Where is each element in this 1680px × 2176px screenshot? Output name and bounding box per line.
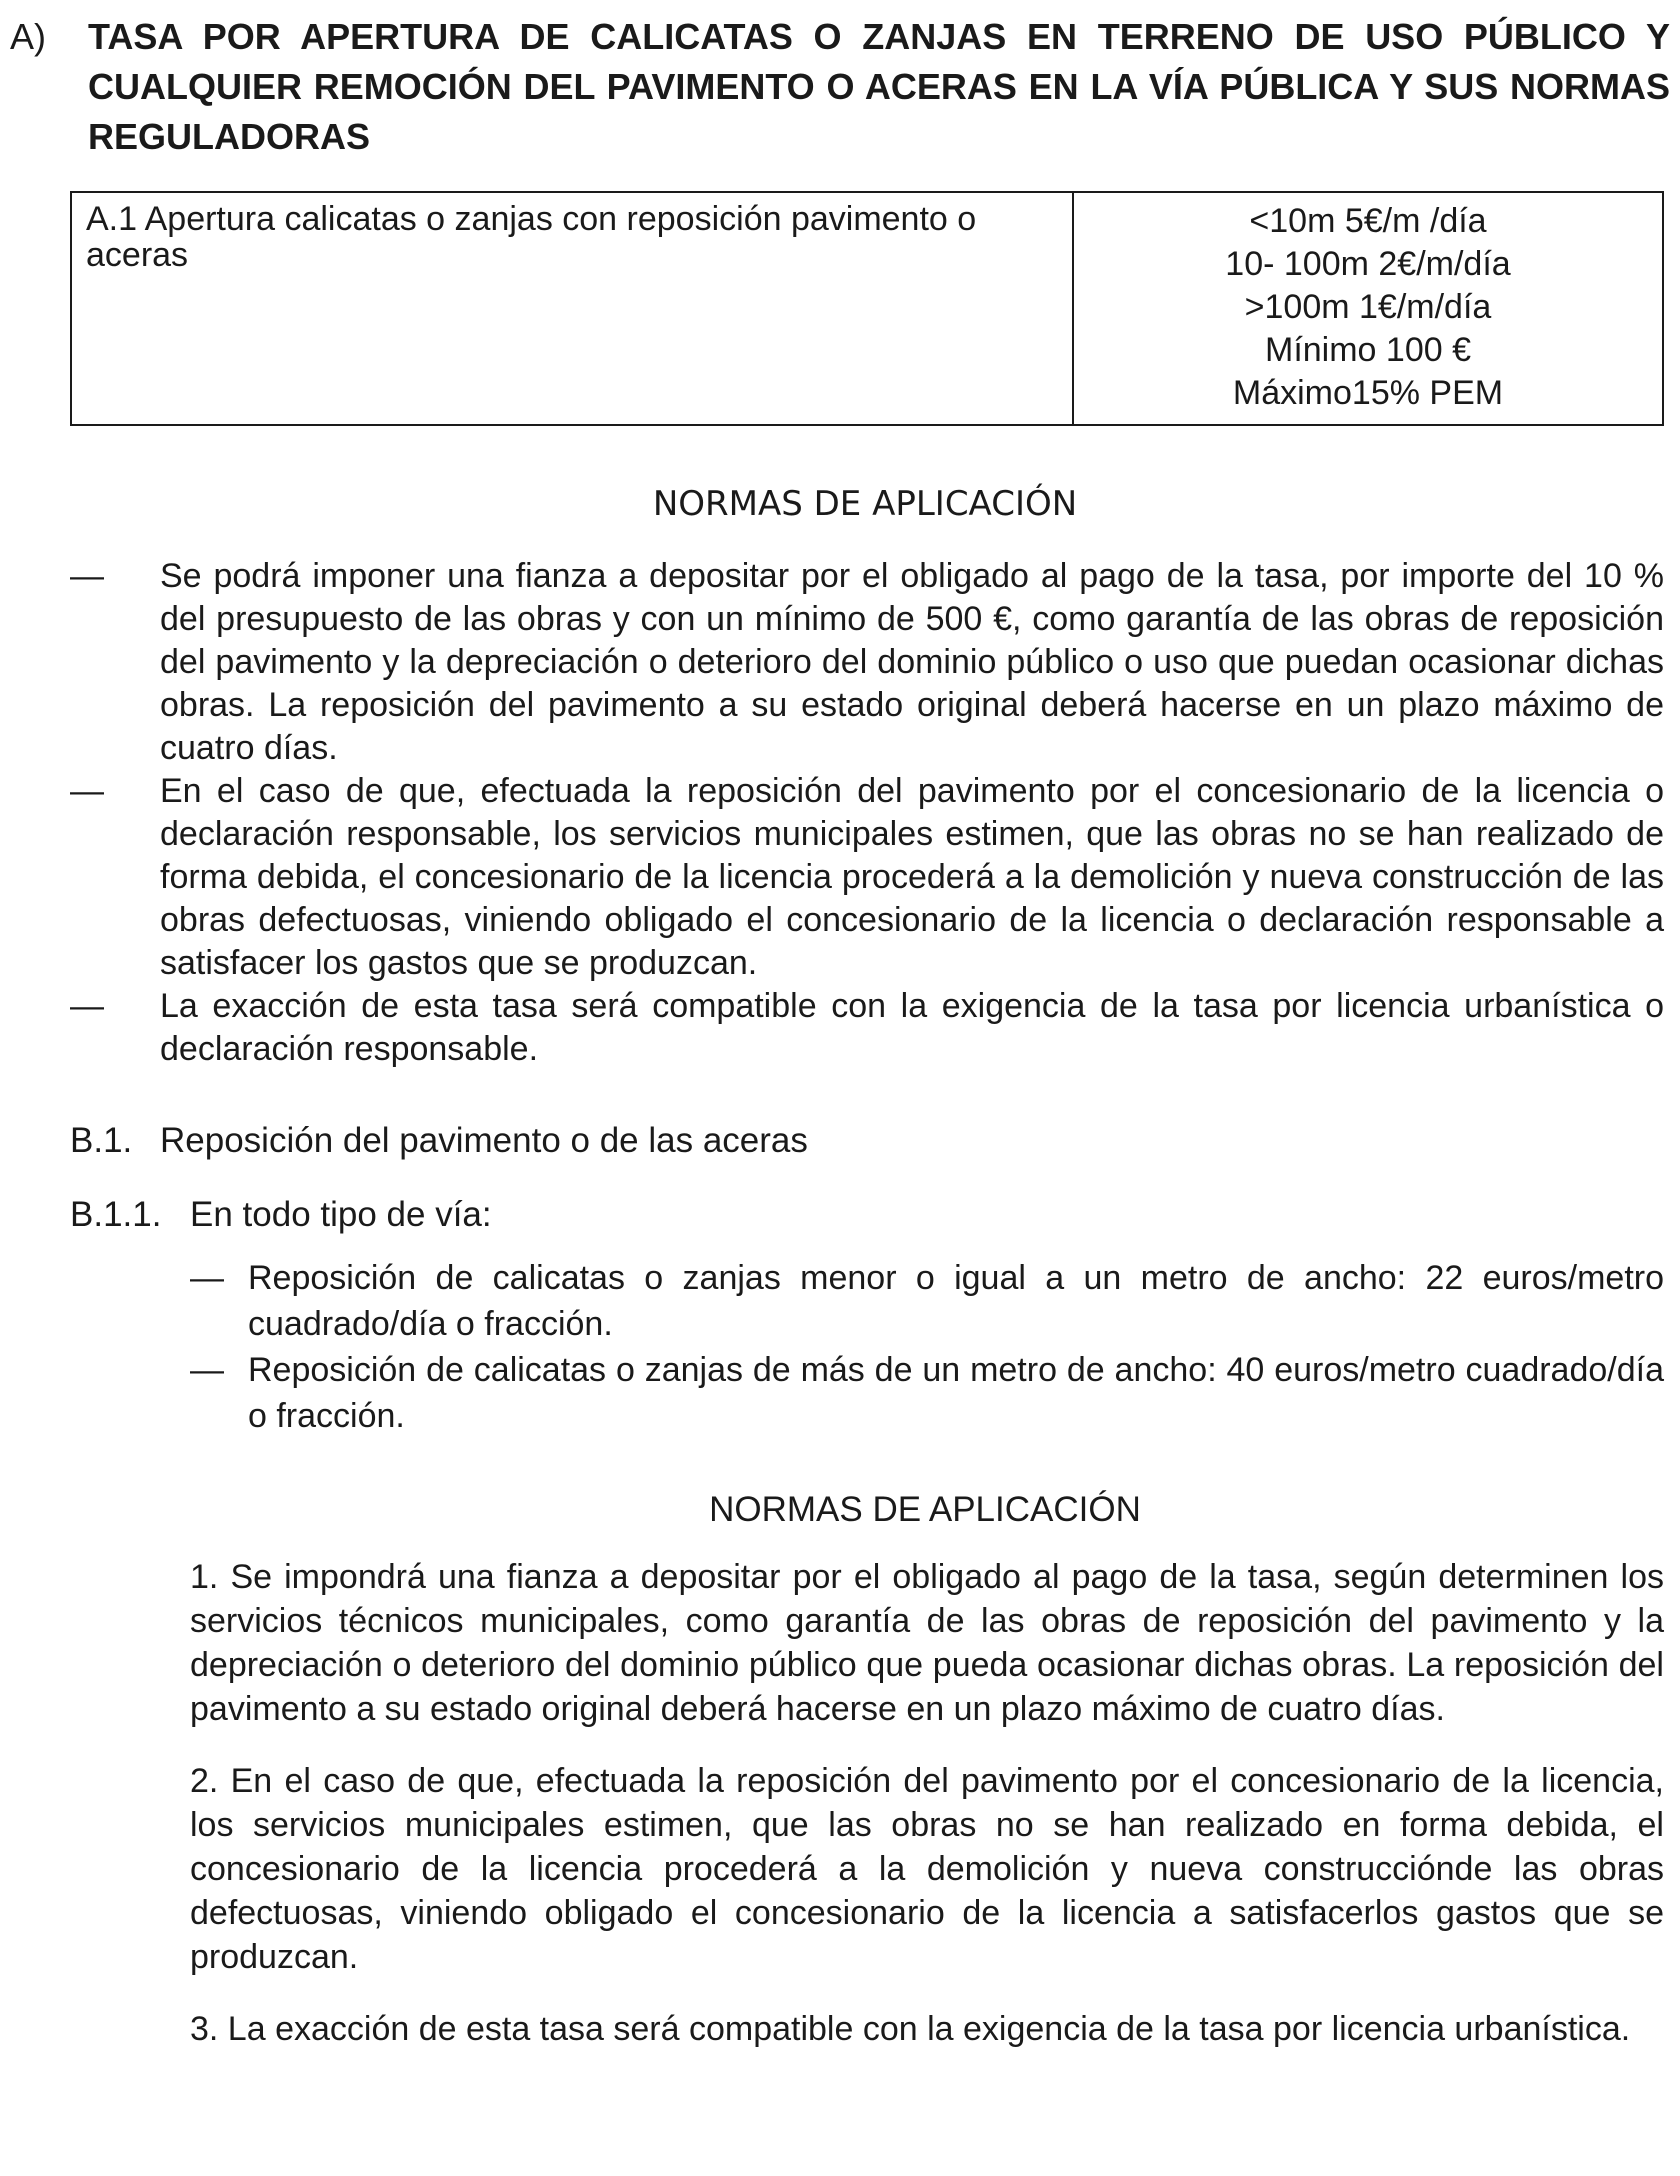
list-item-text: En el caso de que, efectuada la reposición del pavimento por el concesionario de la licencia o declaración responsable, los servicios municipales estimen, que las obras no se han realizado de forma debida, el concesionario de la licencia procederá a la demolición y nueva construcción de las obras defectuosas, viniendo obligado el concesionario de la licencia o declaración responsable a satisfacer los gastos que se produzcan. — [160, 772, 1664, 982]
list-item-text: Se podrá imponer una fianza a depositar por el obligado al pago de la tasa, por importe del 10 % del presupuesto de las obras y con un mínimo de 500 €, como garantía de las obras de reposición del pavimento y la depreciación o deterioro del dominio público o uso que puedan ocasionar dichas obras. La reposición del pavimento a su estado original deberá hacerse en un plazo máximo de cuatro días. — [160, 557, 1664, 767]
section-b1-number: B.1. — [70, 1121, 133, 1160]
rate-line: Mínimo 100 € — [1265, 331, 1471, 369]
rate-line: 10- 100m 2€/m/día — [1225, 245, 1511, 283]
section-b11-number: B.1.1. — [70, 1195, 162, 1234]
section-b11 — [70, 1190, 492, 1240]
list-item — [70, 770, 1664, 985]
list-item — [190, 1255, 1664, 1347]
dash-bullet: — — [70, 557, 104, 595]
list-item-text: Reposición de calicatas o zanjas de más de un metro de ancho: 40 euros/metro cuadrado/día o fracción. — [248, 1351, 1664, 1435]
section-b1-title: Reposición del pavimento o de las aceras — [160, 1121, 808, 1160]
numbered-paragraph: 2. En el caso de que, efectuada la reposición del pavimento por el concesionario de la licencia, los servicios municipales estimen, que las obras no se han realizado en forma debida, el concesionario de la licencia procederá a la demolición y nueva construcciónde las obras defectuosas, viniendo obligado el concesionario de la licencia a satisfacerlos gastos que se produzcan. — [190, 1762, 1664, 1976]
section-b11-list — [190, 1255, 1664, 1439]
table-cell-concept: A.1 Apertura calicatas o zanjas con reposición pavimento o aceras — [72, 193, 1074, 424]
numbered-paragraph: 1. Se impondrá una fianza a depositar por el obligado al pago de la tasa, según determinen los servicios técnicos municipales, como garantía de las obras de reposición del pavimento y la depreciación o deterioro del dominio público que pueda ocasionar dichas obras. La reposición del pavimento a su estado original deberá hacerse en un plazo máximo de cuatro días. — [190, 1558, 1664, 1728]
rate-line: <10m 5€/m /día — [1249, 202, 1487, 240]
list-item-text: Reposición de calicatas o zanjas menor o igual a un metro de ancho: 22 euros/metro cuadrado/día o fracción. — [248, 1259, 1664, 1343]
tasa-table — [70, 191, 1664, 426]
rate-line: Máximo15% PEM — [1232, 374, 1504, 412]
dash-bullet: — — [70, 772, 104, 810]
dash-bullet: — — [190, 1351, 224, 1389]
table-cell-rates — [1074, 193, 1662, 424]
normas-1-list — [70, 555, 1664, 1071]
dash-bullet: — — [190, 1259, 224, 1297]
rate-line: >100m 1€/m/día — [1244, 288, 1492, 326]
section-a-title: TASA POR APERTURA DE CALICATAS O ZANJAS EN TERRENO DE USO PÚBLICO Y CUALQUIER REMOCIÓN DEL PAVIMENTO O ACERAS EN LA VÍA PÚBLICA Y SUS NORMAS REGULADORAS — [88, 16, 1670, 157]
normas-title-2: NORMAS DE APLICACIÓN — [709, 1490, 1141, 1529]
normas-title-1: NORMAS DE APLICACIÓN — [652, 484, 1078, 524]
section-a-letter: A) — [10, 16, 46, 57]
numbered-paragraph: 3. La exacción de esta tasa será compatible con la exigencia de la tasa por licencia urbanística. — [190, 2010, 1631, 2048]
list-item-text: La exacción de esta tasa será compatible con la exigencia de la tasa por licencia urbanística o declaración responsable. — [160, 987, 1664, 1068]
list-item — [70, 555, 1664, 770]
dash-bullet: — — [70, 987, 104, 1025]
section-b11-title: En todo tipo de vía: — [190, 1195, 492, 1234]
normas-2-list — [190, 1555, 1664, 2079]
list-item — [190, 1347, 1664, 1439]
section-b1 — [70, 1116, 808, 1166]
list-item — [70, 985, 1664, 1071]
